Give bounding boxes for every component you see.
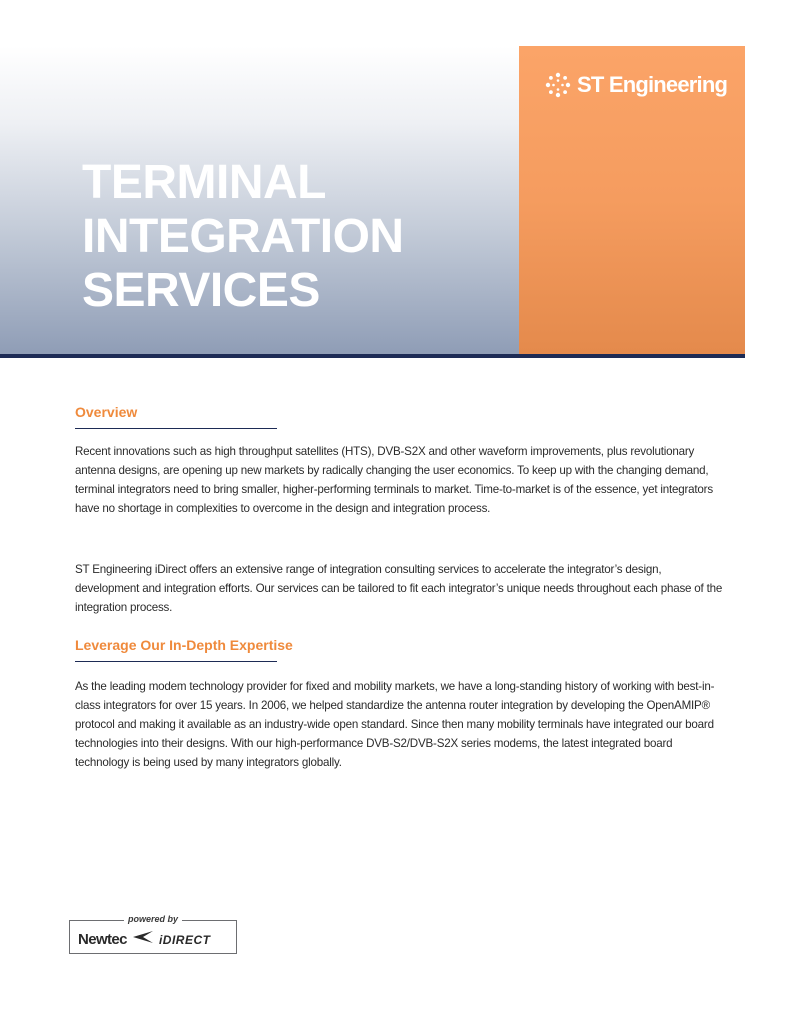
powered-by-label: powered by [124,914,182,924]
brand-name: ST Engineering [577,72,728,97]
idirect-arrow-icon [132,930,154,949]
powered-by-badge [69,914,237,954]
title-line: INTEGRATION [82,210,404,263]
overview-paragraph-2: ST Engineering iDirect offers an extensive range of integration consulting services to accelerate the integrator’s design, development and integration efforts. Our services can be tailored to fit each integrator’s unique needs throughout each phase of the integration process. [75,563,723,614]
newtec-logo: Newtec [78,931,127,948]
title-line: TERMINAL [82,156,326,209]
idirect-logo: iDIRECT [158,932,211,947]
overview-rule [75,428,277,429]
hero-divider [0,354,745,358]
title-line: SERVICES [82,264,320,317]
overview-heading: Overview [75,404,138,420]
overview-paragraph-1: Recent innovations such as high throughput satellites (HTS), DVB-S2X and other waveform improvements, plus revolutionary antenna designs, are opening up new markets by radically changing the user economics. To keep up with the changing demand, terminal integrators need to bring smaller, higher-performing terminals to market. Time-to-market is of the essence, yet integrators have no shortage in complexities to overcome in the design and integration process. [75,445,713,515]
expertise-rule [75,661,277,662]
page-title [82,156,404,318]
badge-logos [78,930,210,949]
st-engineering-logo [545,72,727,98]
expertise-paragraph-1: As the leading modem technology provider for fixed and mobility markets, we have a long-standing history of working with best-in-class integrators for over 15 years. In 2006, we helped standardize the antenna router integration by developing the OpenAMIP® protocol and making it available as an industry-wide open standard. Since then many mobility terminals have integrated our board technologies into their designs. With our high-performance DVB-S2/DVB-S2X series modems, the latest integrated board technology is being used by many integrators globally. [75,680,715,769]
expertise-heading: Leverage Our In-Depth Expertise [75,637,293,653]
st-engineering-star-icon [545,72,571,98]
